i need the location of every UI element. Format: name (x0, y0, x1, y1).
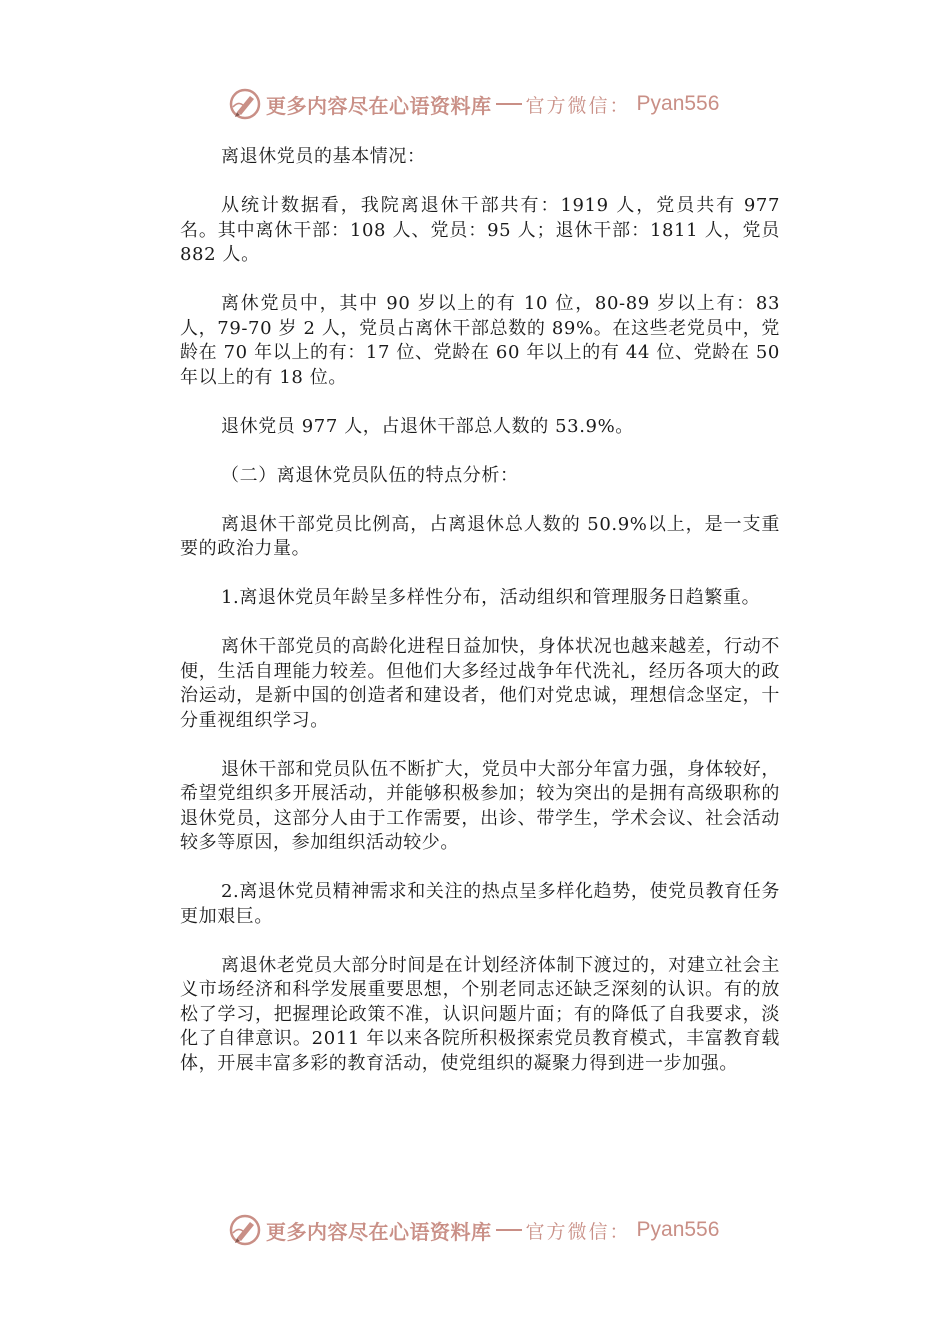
paragraph: 离休干部党员的高龄化进程日益加快，身体状况也越来越差，行动不便，生活自理能力较差。但他们大多经过战争年代洗礼，经历各项大的政治运动，是新中国的创造者和建设者，他们对党忠诚，理想信念坚定，十分重视组织学习。 (180, 636, 780, 731)
header-watermark-banner (228, 86, 748, 122)
paragraph: 从统计数据看，我院离退休干部共有：1919 人，党员共有 977 名。其中离休干部：108 人、党员：95 人；退休干部：1811 人，党员 882 人。 (180, 195, 780, 265)
paragraph: 离退休干部党员比例高，占离退休总人数的 50.9%以上，是一支重要的政治力量。 (180, 513, 780, 559)
banner-wechat-id: Pyan556 (636, 1218, 720, 1241)
banner-wechat-label: 官方微信： (525, 1220, 631, 1243)
footer-watermark-banner (228, 1212, 748, 1248)
banner-dash-divider (496, 1229, 522, 1231)
pen-logo-icon (228, 1213, 262, 1247)
banner-dash-divider (496, 103, 522, 105)
banner-wechat-id: Pyan556 (636, 92, 720, 115)
subheading-point-1: 1.离退休党员年龄呈多样性分布，活动组织和管理服务日趋繁重。 (221, 587, 761, 608)
banner-slogan: 更多内容尽在心语资料库 (266, 1219, 492, 1244)
paragraph: 退休干部和党员队伍不断扩大，党员中大部分年富力强，身体较好，希望党组织多开展活动，并能够积极参加；较为突出的是拥有高级职称的退休党员，这部分人由于工作需要，出诊、带学生，学术会议、社会活动较多等原因，参加组织活动较少。 (180, 758, 780, 853)
banner-slogan: 更多内容尽在心语资料库 (266, 93, 492, 118)
banner-wechat-label: 官方微信： (525, 94, 631, 117)
section-heading-characteristics: （二）离退休党员队伍的特点分析： (221, 464, 519, 486)
section-title-basic-situation: 离退休党员的基本情况： (221, 146, 426, 167)
pen-logo-icon (228, 87, 262, 121)
paragraph: 离休党员中，其中 90 岁以上的有 10 位，80-89 岁以上有：83 人，79-70 岁 2 人，党员占离休干部总数的 89%。在这些老党员中，党龄在 70 年以上的有：17 位、党龄在 60 年以上的有 44 位、党龄在 50 年以上的有 18 位。 (180, 293, 780, 388)
paragraph: 退休党员 977 人，占退休干部总人数的 53.9%。 (221, 415, 634, 437)
paragraph: 离退休老党员大部分时间是在计划经济体制下渡过的，对建立社会主义市场经济和科学发展重要思想，个别老同志还缺乏深刻的认识。有的放松了学习，把握理论政策不准，认识问题片面；有的降低了自我要求，淡化了自律意识。2011 年以来各院所积极探索党员教育模式，丰富教育载体，开展丰富多彩的教育活动，使党组织的凝聚力得到进一步加强。 (180, 954, 780, 1074)
subheading-point-2: 2.离退休党员精神需求和关注的热点呈多样化趋势，使党员教育任务更加艰巨。 (180, 881, 780, 927)
document-body (180, 145, 780, 1101)
